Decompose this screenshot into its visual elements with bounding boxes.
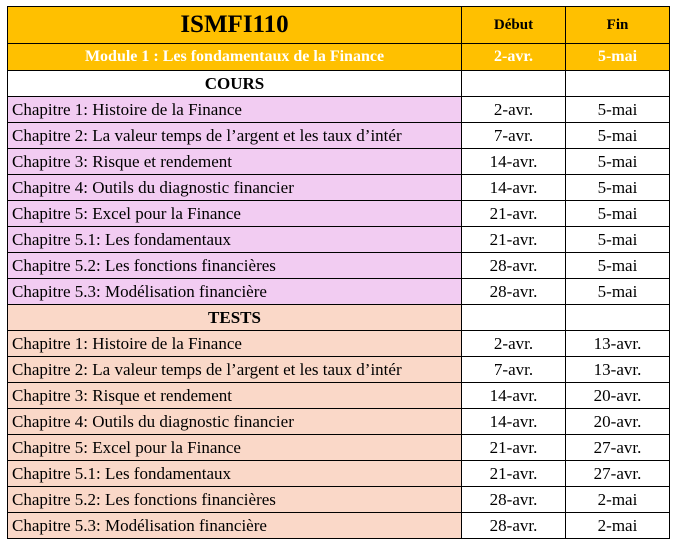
tests-row	[8, 435, 670, 461]
tests-start-date[interactable]: 28-avr.	[462, 487, 566, 513]
cours-row	[8, 175, 670, 201]
tests-chapter-label[interactable]: Chapitre 5: Excel pour la Finance	[8, 435, 462, 461]
cours-chapter-label[interactable]: Chapitre 3: Risque et rendement	[8, 149, 462, 175]
cours-start-date[interactable]: 28-avr.	[462, 279, 566, 305]
tests-start-date[interactable]: 7-avr.	[462, 357, 566, 383]
cours-chapter-label[interactable]: Chapitre 5.1: Les fondamentaux	[8, 227, 462, 253]
tests-end-date[interactable]: 27-avr.	[566, 461, 670, 487]
tests-end-date[interactable]: 27-avr.	[566, 435, 670, 461]
tests-row	[8, 331, 670, 357]
tests-end-date[interactable]: 2-mai	[566, 513, 670, 539]
module-end[interactable]: 5-mai	[566, 44, 670, 71]
cours-heading-empty-end[interactable]	[566, 71, 670, 97]
cours-row	[8, 227, 670, 253]
header-row	[8, 7, 670, 44]
cours-start-date[interactable]: 14-avr.	[462, 149, 566, 175]
tests-chapter-label[interactable]: Chapitre 5.2: Les fonctions financières	[8, 487, 462, 513]
tests-row	[8, 383, 670, 409]
cours-start-date[interactable]: 21-avr.	[462, 201, 566, 227]
tests-end-date[interactable]: 20-avr.	[566, 409, 670, 435]
module-start[interactable]: 2-avr.	[462, 44, 566, 71]
tests-start-date[interactable]: 2-avr.	[462, 331, 566, 357]
cours-end-date[interactable]: 5-mai	[566, 175, 670, 201]
tests-row	[8, 357, 670, 383]
tests-heading[interactable]: TESTS	[8, 305, 462, 331]
module-label[interactable]: Module 1 : Les fondamentaux de la Finance	[8, 44, 462, 71]
tests-chapter-label[interactable]: Chapitre 5.3: Modélisation financière	[8, 513, 462, 539]
cours-start-date[interactable]: 14-avr.	[462, 175, 566, 201]
tests-heading-empty-start[interactable]	[462, 305, 566, 331]
tests-heading-row	[8, 305, 670, 331]
cours-end-date[interactable]: 5-mai	[566, 253, 670, 279]
cours-start-date[interactable]: 7-avr.	[462, 123, 566, 149]
cours-end-date[interactable]: 5-mai	[566, 123, 670, 149]
cours-chapter-label[interactable]: Chapitre 5.3: Modélisation financière	[8, 279, 462, 305]
tests-end-date[interactable]: 13-avr.	[566, 331, 670, 357]
cours-row	[8, 149, 670, 175]
cours-chapter-label[interactable]: Chapitre 1: Histoire de la Finance	[8, 97, 462, 123]
cours-end-date[interactable]: 5-mai	[566, 227, 670, 253]
cours-end-date[interactable]: 5-mai	[566, 97, 670, 123]
tests-end-date[interactable]: 13-avr.	[566, 357, 670, 383]
cours-row	[8, 123, 670, 149]
tests-start-date[interactable]: 21-avr.	[462, 461, 566, 487]
cours-chapter-label[interactable]: Chapitre 5: Excel pour la Finance	[8, 201, 462, 227]
start-column-header[interactable]: Début	[462, 7, 566, 44]
tests-chapter-label[interactable]: Chapitre 5.1: Les fondamentaux	[8, 461, 462, 487]
cours-heading-empty-start[interactable]	[462, 71, 566, 97]
cours-end-date[interactable]: 5-mai	[566, 279, 670, 305]
tests-start-date[interactable]: 14-avr.	[462, 409, 566, 435]
tests-chapter-label[interactable]: Chapitre 1: Histoire de la Finance	[8, 331, 462, 357]
tests-chapter-label[interactable]: Chapitre 3: Risque et rendement	[8, 383, 462, 409]
cours-end-date[interactable]: 5-mai	[566, 201, 670, 227]
tests-row	[8, 409, 670, 435]
cours-chapter-label[interactable]: Chapitre 5.2: Les fonctions financières	[8, 253, 462, 279]
tests-start-date[interactable]: 28-avr.	[462, 513, 566, 539]
cours-start-date[interactable]: 28-avr.	[462, 253, 566, 279]
tests-start-date[interactable]: 14-avr.	[462, 383, 566, 409]
tests-end-date[interactable]: 20-avr.	[566, 383, 670, 409]
cours-heading[interactable]: COURS	[8, 71, 462, 97]
tests-start-date[interactable]: 21-avr.	[462, 435, 566, 461]
cours-chapter-label[interactable]: Chapitre 4: Outils du diagnostic financier	[8, 175, 462, 201]
cours-row	[8, 97, 670, 123]
cours-row	[8, 201, 670, 227]
tests-heading-empty-end[interactable]	[566, 305, 670, 331]
tests-row	[8, 487, 670, 513]
end-column-header[interactable]: Fin	[566, 7, 670, 44]
schedule-sheet	[7, 6, 670, 539]
cours-row	[8, 279, 670, 305]
course-title[interactable]: ISMFI110	[8, 7, 462, 44]
cours-end-date[interactable]: 5-mai	[566, 149, 670, 175]
module-row	[8, 44, 670, 71]
tests-chapter-label[interactable]: Chapitre 4: Outils du diagnostic financier	[8, 409, 462, 435]
tests-row	[8, 513, 670, 539]
tests-chapter-label[interactable]: Chapitre 2: La valeur temps de l’argent et les taux d’intér	[8, 357, 462, 383]
cours-start-date[interactable]: 2-avr.	[462, 97, 566, 123]
schedule-table	[7, 6, 670, 539]
cours-chapter-label[interactable]: Chapitre 2: La valeur temps de l’argent et les taux d’intér	[8, 123, 462, 149]
cours-row	[8, 253, 670, 279]
cours-heading-row	[8, 71, 670, 97]
tests-end-date[interactable]: 2-mai	[566, 487, 670, 513]
tests-row	[8, 461, 670, 487]
cours-start-date[interactable]: 21-avr.	[462, 227, 566, 253]
